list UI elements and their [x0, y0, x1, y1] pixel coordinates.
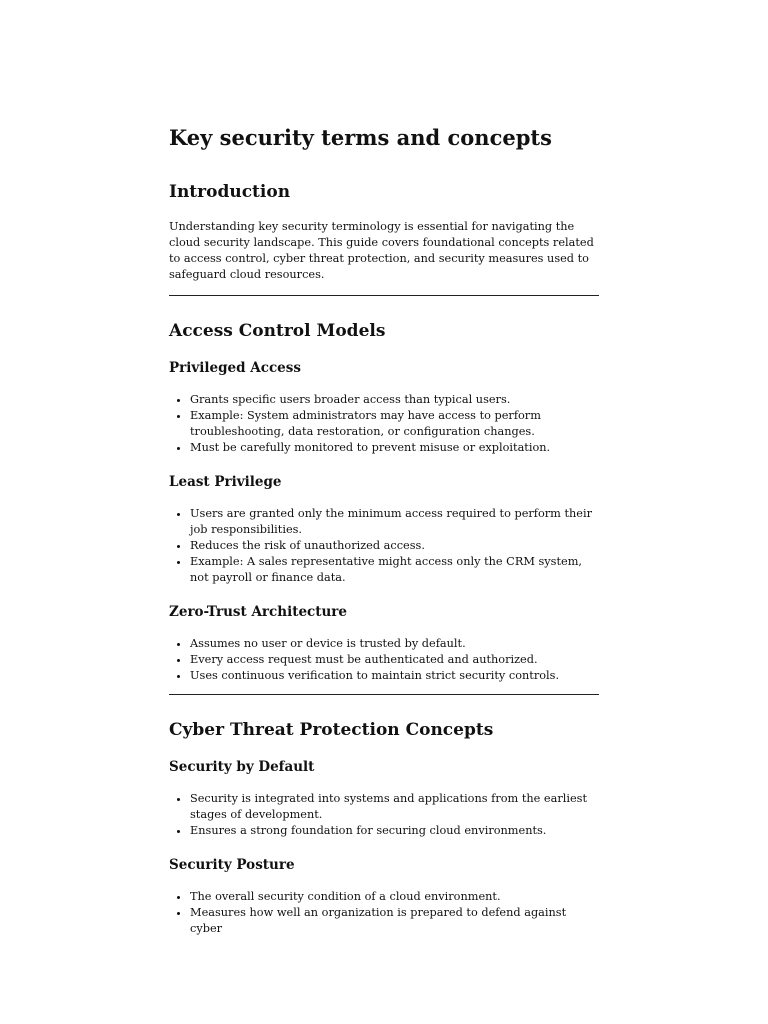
intro-section: [169, 181, 599, 283]
list-item: • Users are granted only the minimum access required to perform their job responsibilities.: [190, 506, 599, 538]
privileged-access-list: [169, 392, 599, 456]
section-divider: [169, 694, 599, 695]
least-privilege-heading: Least Privilege: [169, 474, 282, 490]
security-posture-list: [169, 889, 599, 937]
list-item: • Measures how well an organization is prepared to defend against cyber: [190, 905, 599, 937]
cyber-threat-section: [169, 719, 599, 937]
zero-trust-list: [169, 636, 599, 684]
zero-trust-heading: Zero-Trust Architecture: [169, 604, 348, 620]
intro-paragraph: Understanding key security terminology is essential for navigating the cloud security landscape. This guide covers foundational concepts related to access control, cyber threat protection, and security measures used to safeguard cloud resources.: [169, 220, 594, 281]
list-item: • Grants specific users broader access than typical users.: [190, 392, 599, 408]
list-item: • Uses continuous verification to maintain strict security controls.: [190, 668, 599, 684]
privileged-access-heading: Privileged Access: [169, 360, 301, 376]
cyber-threat-heading: Cyber Threat Protection Concepts: [169, 720, 494, 740]
list-item: • Security is integrated into systems and applications from the earliest stages of development.: [190, 791, 599, 823]
page-title: Key security terms and concepts: [169, 125, 552, 150]
access-control-section: [169, 320, 599, 684]
intro-heading: Introduction: [169, 182, 291, 202]
document-content: [169, 121, 599, 953]
list-item: • Must be carefully monitored to prevent misuse or exploitation.: [190, 440, 599, 456]
security-by-default-heading: Security by Default: [169, 759, 315, 775]
security-by-default-list: [169, 791, 599, 839]
list-item: • Ensures a strong foundation for securing cloud environments.: [190, 823, 599, 839]
list-item: • Example: A sales representative might access only the CRM system, not payroll or finance data.: [190, 554, 599, 586]
list-item: • The overall security condition of a cloud environment.: [190, 889, 599, 905]
section-divider: [169, 295, 599, 296]
list-item: • Every access request must be authenticated and authorized.: [190, 652, 599, 668]
security-posture-heading: Security Posture: [169, 857, 295, 873]
access-control-heading: Access Control Models: [169, 321, 386, 341]
least-privilege-list: [169, 506, 599, 586]
list-item: • Assumes no user or device is trusted by default.: [190, 636, 599, 652]
list-item: • Example: System administrators may have access to perform troubleshooting, data restoration, or configuration changes.: [190, 408, 599, 440]
list-item: • Reduces the risk of unauthorized access.: [190, 538, 599, 554]
